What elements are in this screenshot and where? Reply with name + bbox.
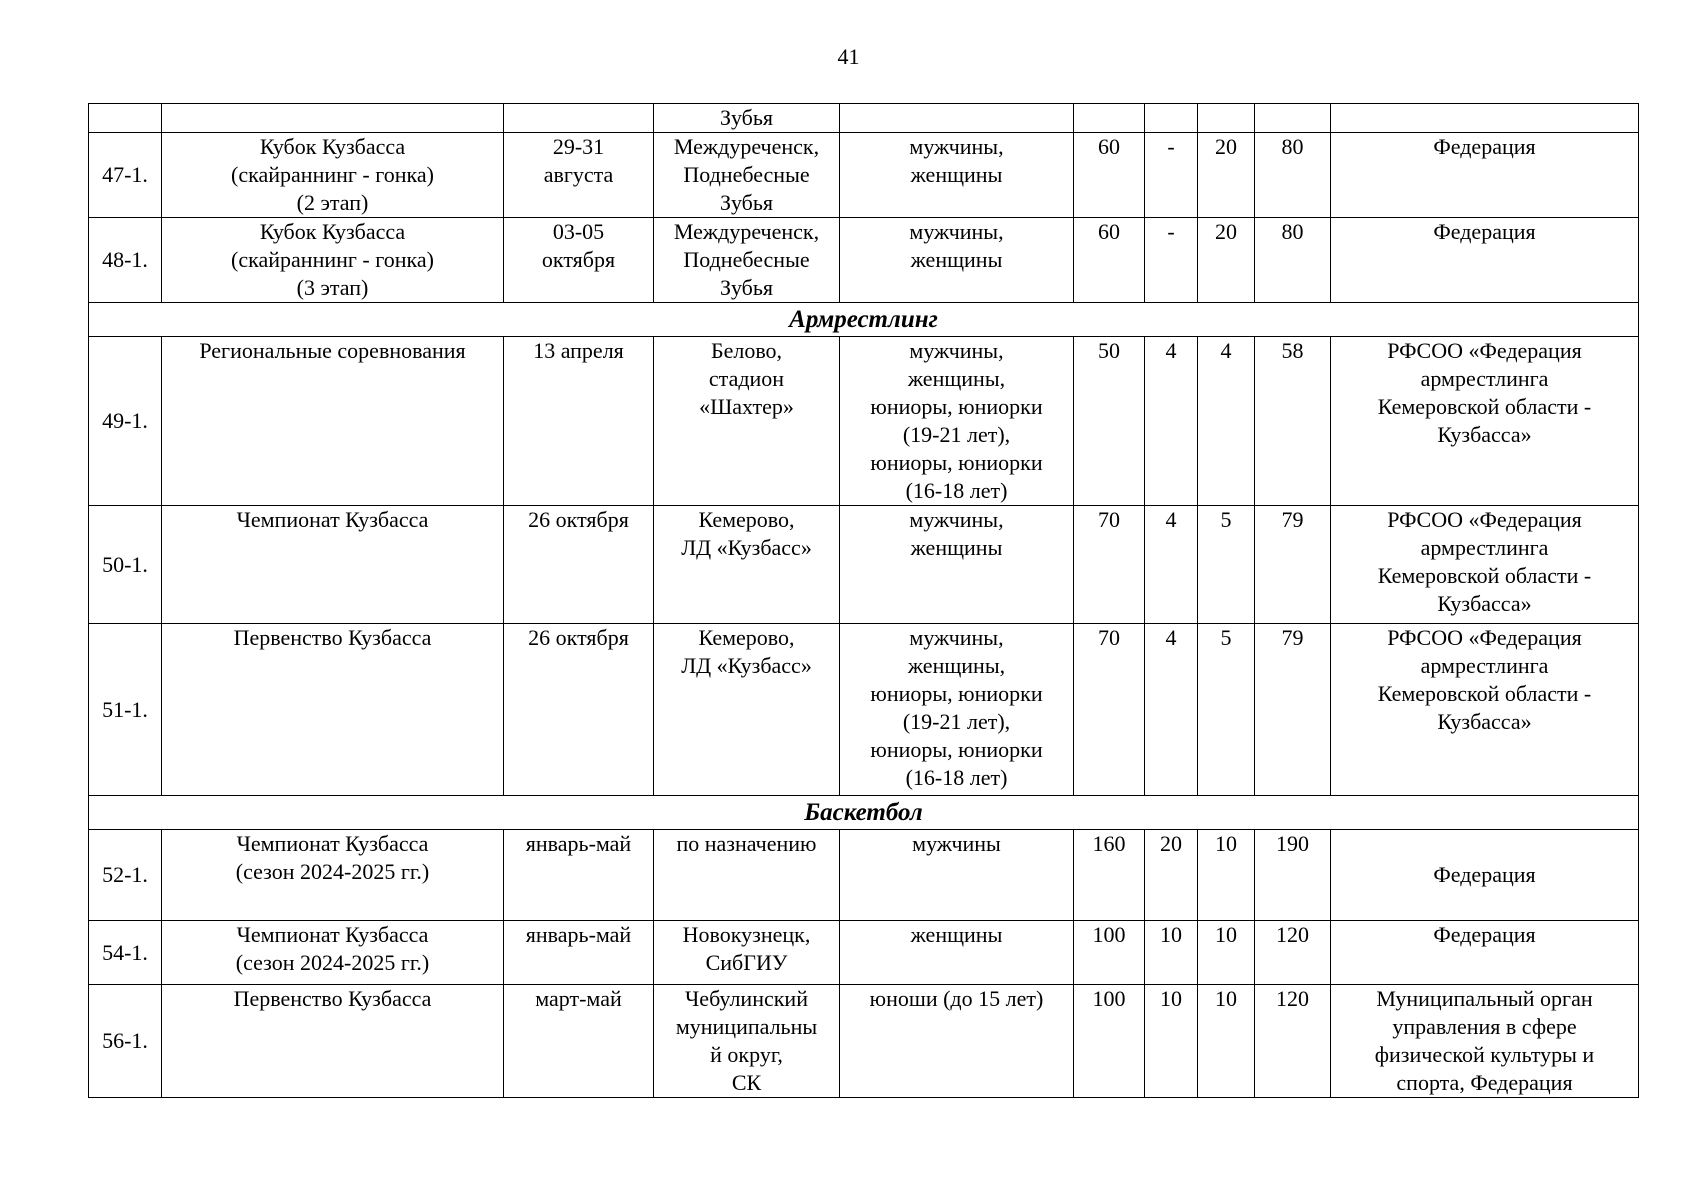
count-total: 120	[1255, 921, 1331, 985]
row-number: 54-1.	[89, 921, 162, 985]
row-number	[89, 104, 162, 133]
count-3: 10	[1198, 830, 1255, 921]
count-2: 10	[1145, 921, 1198, 985]
count-3	[1198, 104, 1255, 133]
table-row	[89, 337, 1639, 506]
event-name	[162, 104, 504, 133]
row-number: 51-1.	[89, 624, 162, 796]
event-name: Первенство Кузбасса	[162, 624, 504, 796]
count-3: 4	[1198, 337, 1255, 506]
event-participants: юноши (до 15 лет)	[840, 985, 1074, 1098]
event-organizer: Федерация	[1331, 133, 1639, 218]
table-row	[89, 624, 1639, 796]
event-name: Первенство Кузбасса	[162, 985, 504, 1098]
event-participants: мужчины, женщины	[840, 133, 1074, 218]
count-2: -	[1145, 133, 1198, 218]
event-place: Кемерово, ЛД «Кузбасс»	[654, 624, 840, 796]
event-participants	[840, 104, 1074, 133]
count-2	[1145, 104, 1198, 133]
count-2: 10	[1145, 985, 1198, 1098]
count-1: 70	[1074, 624, 1145, 796]
count-3: 5	[1198, 506, 1255, 624]
event-place: Кемерово, ЛД «Кузбасс»	[654, 506, 840, 624]
table-row	[89, 985, 1639, 1098]
event-dates: 26 октября	[504, 506, 654, 624]
count-total: 120	[1255, 985, 1331, 1098]
count-2: -	[1145, 218, 1198, 303]
section-title: Армрестлинг	[89, 303, 1639, 337]
count-total	[1255, 104, 1331, 133]
count-total: 80	[1255, 218, 1331, 303]
event-name: Чемпионат Кузбасса	[162, 506, 504, 624]
count-total: 79	[1255, 624, 1331, 796]
count-1: 100	[1074, 921, 1145, 985]
table-row	[89, 506, 1639, 624]
table-row	[89, 104, 1639, 133]
event-participants: мужчины	[840, 830, 1074, 921]
count-3: 5	[1198, 624, 1255, 796]
table-row	[89, 921, 1639, 985]
event-dates: 03-05 октября	[504, 218, 654, 303]
event-organizer: Федерация	[1331, 921, 1639, 985]
event-place: Междуреченск, Поднебесные Зубья	[654, 218, 840, 303]
count-2: 20	[1145, 830, 1198, 921]
count-1	[1074, 104, 1145, 133]
section-row	[89, 303, 1639, 337]
row-number: 50-1.	[89, 506, 162, 624]
section-row	[89, 796, 1639, 830]
count-3: 10	[1198, 985, 1255, 1098]
count-3: 20	[1198, 133, 1255, 218]
count-total: 190	[1255, 830, 1331, 921]
event-organizer: Федерация	[1331, 218, 1639, 303]
event-organizer	[1331, 104, 1639, 133]
event-organizer: РФСОО «Федерация армрестлинга Кемеровской области - Кузбасса»	[1331, 506, 1639, 624]
event-name: Чемпионат Кузбасса (сезон 2024-2025 гг.)	[162, 830, 504, 921]
table-row	[89, 133, 1639, 218]
count-3: 20	[1198, 218, 1255, 303]
event-participants: женщины	[840, 921, 1074, 985]
table-row	[89, 218, 1639, 303]
event-dates: март-май	[504, 985, 654, 1098]
count-2: 4	[1145, 337, 1198, 506]
event-participants: мужчины, женщины, юниоры, юниорки (19-21 лет), юниоры, юниорки (16-18 лет)	[840, 337, 1074, 506]
count-1: 50	[1074, 337, 1145, 506]
count-1: 60	[1074, 218, 1145, 303]
event-place: Чебулинский муниципальны й округ, СК	[654, 985, 840, 1098]
event-dates: 13 апреля	[504, 337, 654, 506]
row-number: 49-1.	[89, 337, 162, 506]
event-dates: январь-май	[504, 830, 654, 921]
row-number: 47-1.	[89, 133, 162, 218]
events-table	[88, 103, 1639, 1098]
count-total: 79	[1255, 506, 1331, 624]
event-organizer: РФСОО «Федерация армрестлинга Кемеровской области - Кузбасса»	[1331, 624, 1639, 796]
count-total: 58	[1255, 337, 1331, 506]
event-place: Зубья	[654, 104, 840, 133]
count-1: 160	[1074, 830, 1145, 921]
event-dates: 26 октября	[504, 624, 654, 796]
row-number: 48-1.	[89, 218, 162, 303]
event-participants: мужчины, женщины	[840, 506, 1074, 624]
event-place: Белово, стадион «Шахтер»	[654, 337, 840, 506]
table-row	[89, 830, 1639, 921]
event-organizer: РФСОО «Федерация армрестлинга Кемеровской области - Кузбасса»	[1331, 337, 1639, 506]
event-name: Кубок Кузбасса (скайраннинг - гонка) (3 этап)	[162, 218, 504, 303]
event-place: Междуреченск, Поднебесные Зубья	[654, 133, 840, 218]
event-name: Кубок Кузбасса (скайраннинг - гонка) (2 этап)	[162, 133, 504, 218]
page-number: 41	[837, 44, 860, 69]
event-name: Чемпионат Кузбасса (сезон 2024-2025 гг.)	[162, 921, 504, 985]
event-organizer: Федерация	[1331, 830, 1639, 921]
event-place: по назначению	[654, 830, 840, 921]
event-participants: мужчины, женщины, юниоры, юниорки (19-21 лет), юниоры, юниорки (16-18 лет)	[840, 624, 1074, 796]
count-1: 60	[1074, 133, 1145, 218]
count-1: 70	[1074, 506, 1145, 624]
event-organizer: Муниципальный орган управления в сфере физической культуры и спорта, Федерация	[1331, 985, 1639, 1098]
event-dates: 29-31 августа	[504, 133, 654, 218]
count-3: 10	[1198, 921, 1255, 985]
row-number: 56-1.	[89, 985, 162, 1098]
event-dates	[504, 104, 654, 133]
count-2: 4	[1145, 624, 1198, 796]
count-total: 80	[1255, 133, 1331, 218]
event-participants: мужчины, женщины	[840, 218, 1074, 303]
section-title: Баскетбол	[89, 796, 1639, 830]
count-2: 4	[1145, 506, 1198, 624]
event-place: Новокузнецк, СибГИУ	[654, 921, 840, 985]
count-1: 100	[1074, 985, 1145, 1098]
event-dates: январь-май	[504, 921, 654, 985]
event-name: Региональные соревнования	[162, 337, 504, 506]
row-number: 52-1.	[89, 830, 162, 921]
